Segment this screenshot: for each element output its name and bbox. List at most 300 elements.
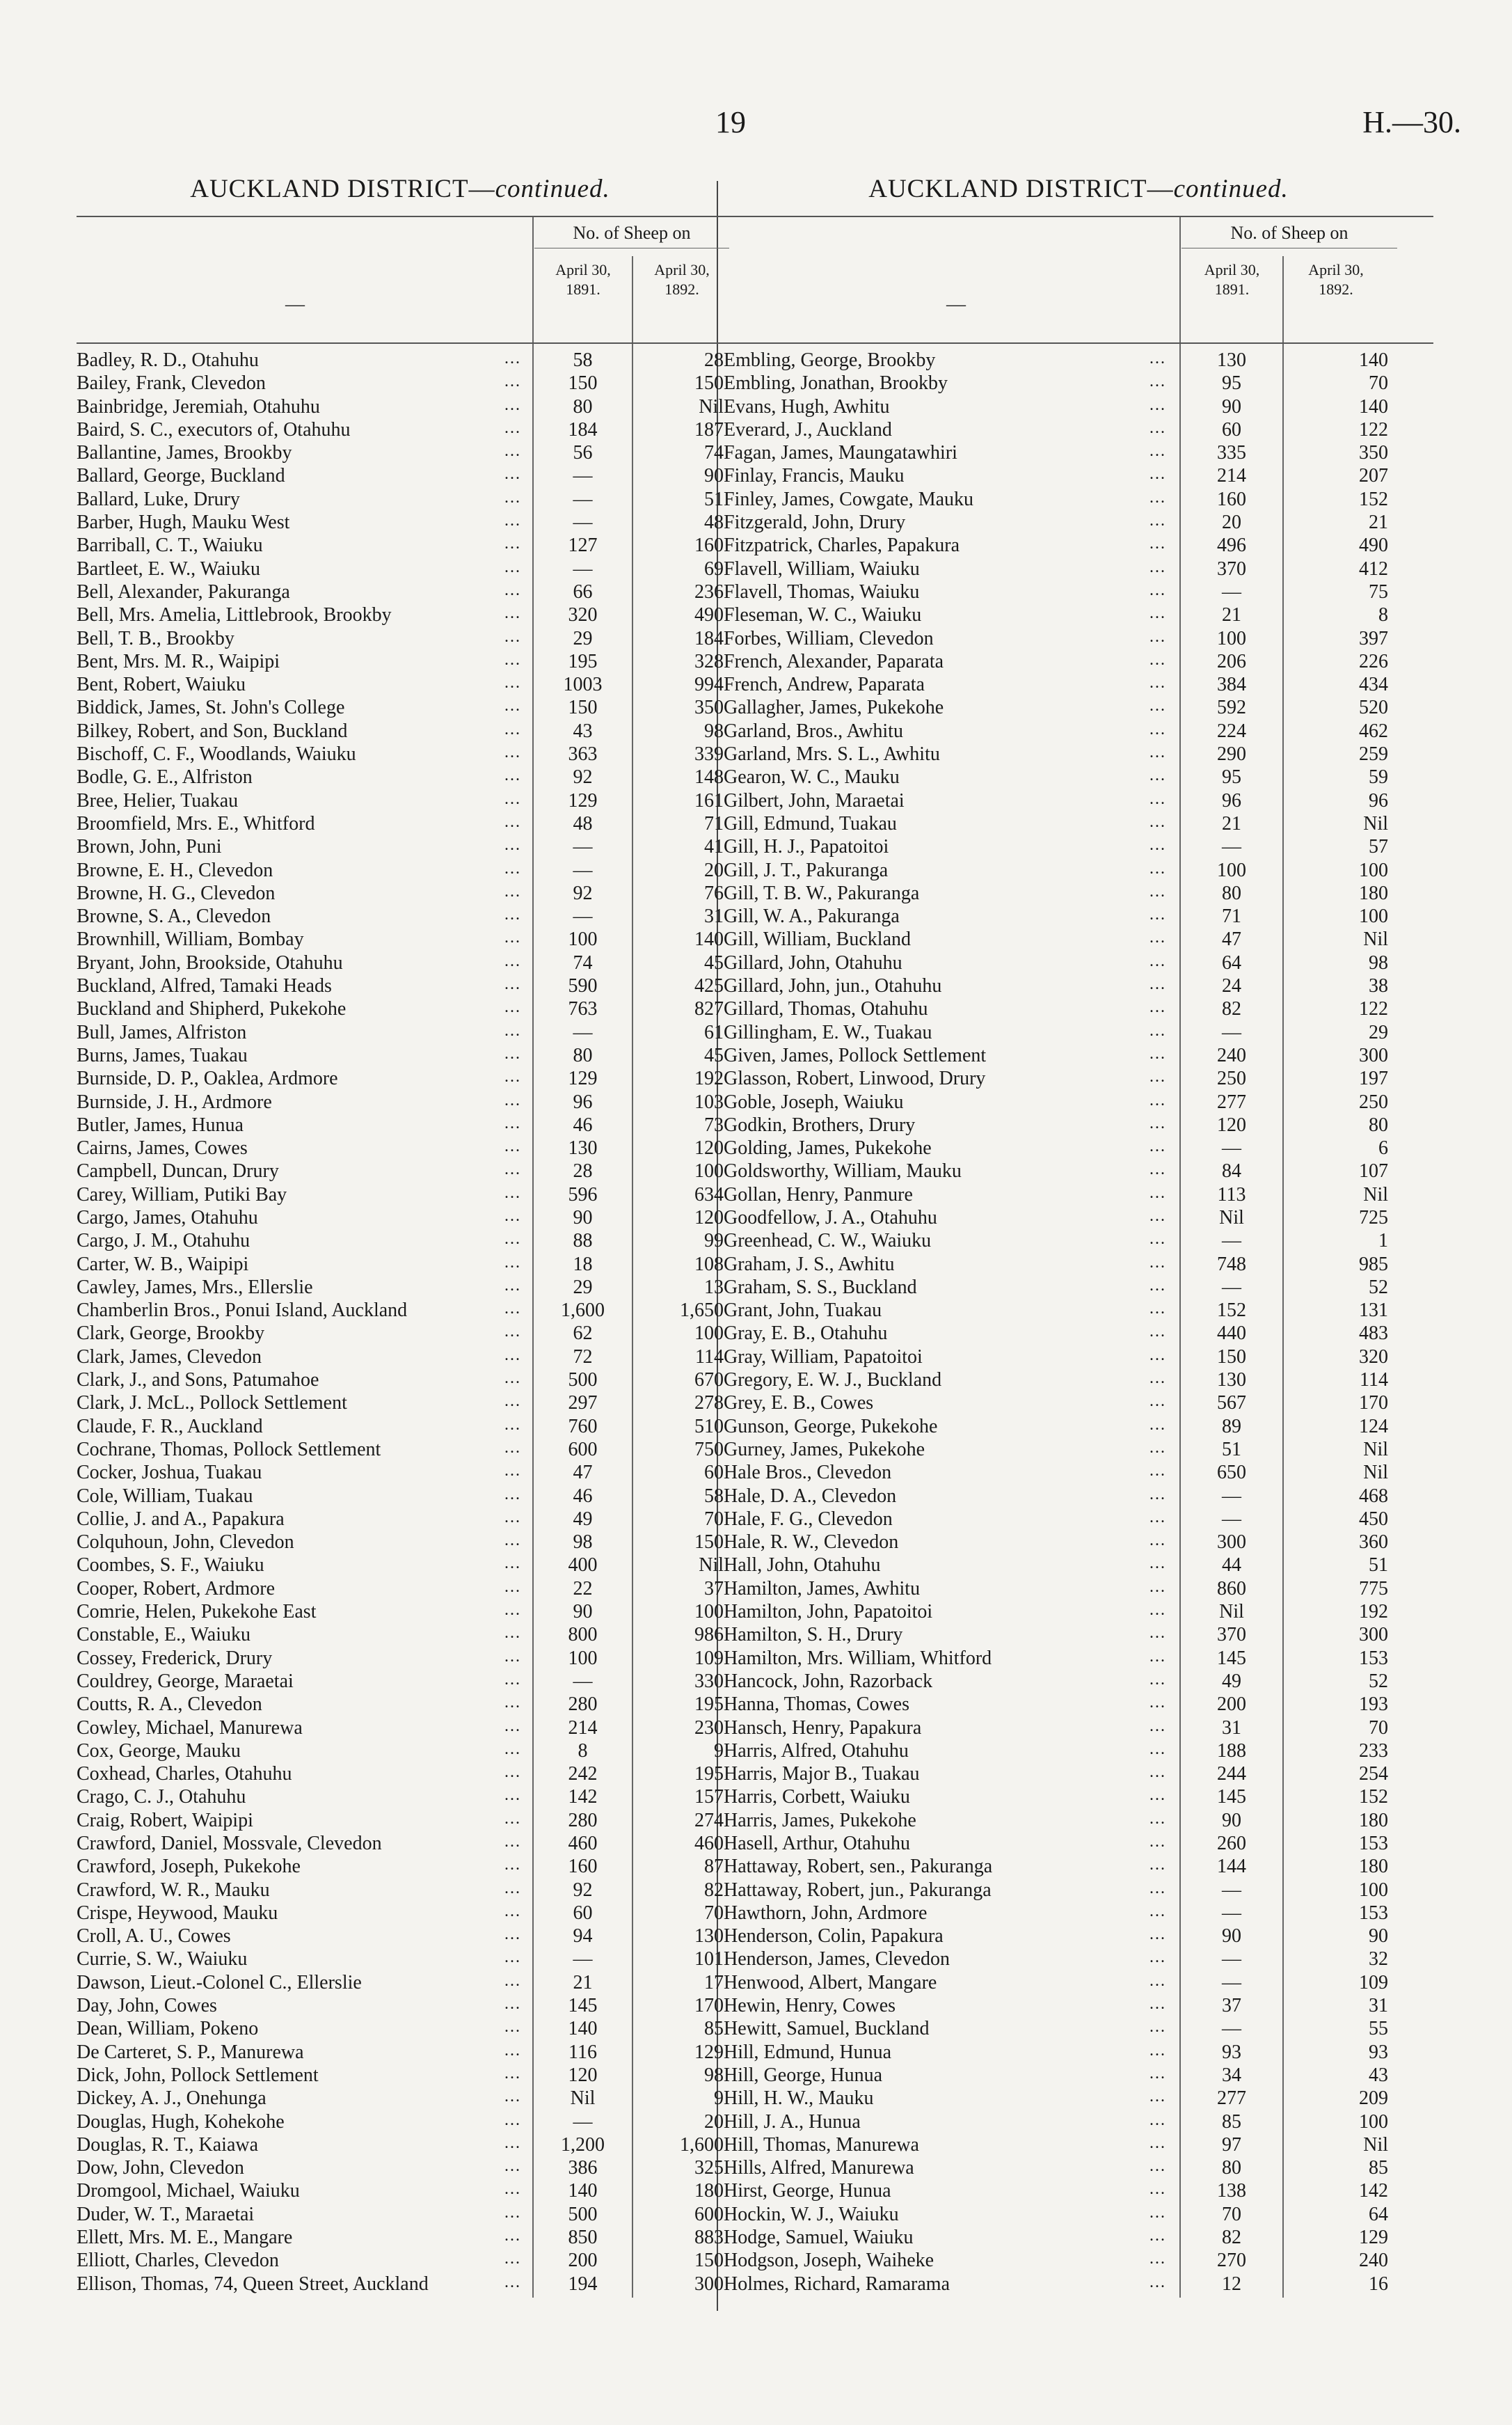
leader-dots: ... [1149, 1230, 1166, 1249]
table-row [77, 1416, 724, 1439]
sheep-1892: 230 [694, 1716, 724, 1739]
leader-dots: ... [504, 1415, 521, 1434]
sheep-1892: 45 [704, 951, 724, 974]
owner-name: Crawford, W. R., Mauku [77, 1879, 270, 1901]
sheep-1891: 184 [568, 418, 598, 441]
table-row [724, 720, 1433, 743]
table-row [724, 1369, 1433, 1392]
sheep-1892: 233 [1359, 1739, 1388, 1762]
sheep-1891: 100 [1217, 859, 1246, 881]
leader-dots: ... [1149, 2041, 1166, 2060]
sheep-1891: 335 [1217, 442, 1246, 464]
owner-name: Bischoff, C. F., Woodlands, Waiuku [77, 743, 356, 766]
sheep-1891: 460 [568, 1833, 598, 1854]
sheep-1891: 850 [568, 2227, 598, 2249]
sheep-1892: 226 [1359, 650, 1388, 672]
sheep-1891: — [573, 1948, 593, 1970]
sheep-1892: 259 [1359, 743, 1388, 766]
sheep-1891: 31 [1222, 1716, 1241, 1739]
table-row [724, 1995, 1433, 2018]
table-row [77, 906, 724, 929]
owner-name: Golding, James, Pukekohe [724, 1137, 932, 1160]
sheep-1891: 242 [568, 1763, 598, 1785]
owner-name: Hale, R. W., Clevedon [724, 1531, 899, 1554]
sheep-1891: 760 [568, 1415, 598, 1437]
owner-name: French, Alexander, Paparata [724, 650, 944, 672]
leader-dots: ... [504, 1462, 521, 1480]
owner-name: Hamilton, John, Papatoitoi [724, 1601, 933, 1623]
owner-name: Garland, Mrs. S. L., Awhitu [724, 743, 940, 766]
leader-dots: ... [1149, 1624, 1166, 1643]
sheep-1891: 140 [568, 2180, 598, 2202]
leader-dots: ... [504, 1392, 521, 1411]
table-row [77, 1322, 724, 1345]
table-row [724, 535, 1433, 558]
owner-name: Hattaway, Robert, jun., Pakuranga [724, 1879, 992, 1901]
sheep-1892: 207 [1359, 465, 1388, 487]
table-row [724, 1948, 1433, 1971]
table-row [77, 952, 724, 975]
sheep-1891: — [1222, 2018, 1241, 2040]
leader-dots: ... [504, 2041, 521, 2060]
sheep-1892: 634 [694, 1183, 724, 1206]
owner-name: Fagan, James, Maungatawhiri [724, 442, 957, 464]
table-row [77, 1485, 724, 1508]
owner-name: Flavell, Thomas, Waiuku [724, 580, 920, 603]
sheep-1891: 224 [1217, 720, 1246, 742]
sheep-1891: 49 [573, 1508, 593, 1530]
sheep-1892: 490 [1359, 535, 1388, 557]
left-column [77, 174, 724, 2296]
sheep-1892: 73 [704, 1114, 724, 1136]
sheep-1892: 103 [694, 1091, 724, 1113]
table-row [724, 1601, 1433, 1624]
leader-dots: ... [504, 580, 521, 599]
owner-name: Hamilton, S. H., Drury [724, 1624, 903, 1646]
sheep-1892: 157 [694, 1786, 724, 1808]
sheep-1892: 16 [1369, 2273, 1388, 2295]
owner-name: Chamberlin Bros., Ponui Island, Auckland [77, 1300, 408, 1322]
sheep-1892: 274 [694, 1809, 724, 1831]
leader-dots: ... [1149, 1902, 1166, 1920]
owner-name: Bailey, Frank, Clevedon [77, 372, 266, 395]
sheep-1891: — [573, 2110, 593, 2133]
owner-name: Clark, J., and Sons, Patumahoe [77, 1369, 319, 1391]
right-column [724, 174, 1433, 2296]
owner-name: Harris, James, Pukekohe [724, 1809, 916, 1831]
sheep-1892: 109 [1359, 1971, 1388, 1993]
leader-dots: ... [504, 1091, 521, 1109]
sheep-1892: 13 [704, 1276, 724, 1298]
leader-dots: ... [1149, 1462, 1166, 1480]
table-row [724, 1879, 1433, 1902]
sheep-1891: 650 [1217, 1462, 1246, 1484]
sheep-1891: 140 [568, 2018, 598, 2040]
sheep-1892: 98 [704, 2064, 724, 2086]
sheep-1892: 490 [694, 604, 724, 626]
sheep-1892: 59 [1369, 766, 1388, 789]
owner-name: Gray, William, Papatoitoi [724, 1345, 923, 1368]
sheep-1891: 95 [1222, 372, 1241, 395]
table-row [77, 628, 724, 651]
owner-name: Fitzpatrick, Charles, Papakura [724, 535, 960, 557]
leader-dots: ... [504, 1995, 521, 2014]
owner-name: Buckland and Shipherd, Pukekohe [77, 998, 347, 1020]
leader-dots: ... [504, 2157, 521, 2176]
sheep-1891: — [1222, 1879, 1241, 1901]
sheep-1891: 82 [1222, 2227, 1241, 2249]
table-row [724, 2273, 1433, 2296]
owner-name: Burnside, J. H., Ardmore [77, 1091, 272, 1113]
leader-dots: ... [1149, 349, 1166, 368]
sheep-1891: 145 [568, 1995, 598, 2017]
sheep-1891: 34 [1222, 2064, 1241, 2086]
table-row [77, 1068, 724, 1091]
sheep-1892: 129 [694, 2041, 724, 2063]
sheep-1892: 192 [694, 1068, 724, 1090]
owner-name: Hansch, Henry, Papakura [724, 1716, 922, 1739]
owner-name: Bartleet, E. W., Waiuku [77, 558, 260, 580]
sheep-1891: Nil [570, 2087, 596, 2110]
sheep-1891: Nil [1219, 1601, 1244, 1623]
owner-name: Colquhoun, John, Clevedon [77, 1531, 294, 1554]
sheep-1891: 400 [568, 1554, 598, 1577]
table-row [724, 1416, 1433, 1439]
sheep-1891: 290 [1217, 743, 1246, 766]
sheep-1891: 130 [568, 1137, 598, 1160]
table-row [724, 1184, 1433, 1207]
sheep-1891: 194 [568, 2273, 598, 2295]
sheep-1892: 150 [694, 372, 724, 395]
table-row [724, 1740, 1433, 1763]
leader-dots: ... [1149, 882, 1166, 901]
owner-name: Crawford, Joseph, Pukekohe [77, 1856, 301, 1878]
leader-dots: ... [1149, 2133, 1166, 2152]
leader-dots: ... [504, 1879, 521, 1897]
leader-dots: ... [504, 1601, 521, 1620]
owner-name: Douglas, R. T., Kaiawa [77, 2133, 259, 2156]
leader-dots: ... [1149, 1647, 1166, 1666]
leader-dots: ... [504, 1114, 521, 1132]
owner-name: Goble, Joseph, Waiuku [724, 1091, 904, 1113]
table-row [77, 790, 724, 813]
owner-name: Gregory, E. W. J., Buckland [724, 1369, 942, 1391]
sheep-1891: 90 [1222, 395, 1241, 418]
sheep-1892: 195 [694, 1693, 724, 1716]
table-row [77, 2157, 724, 2180]
sheep-1891: 1003 [563, 674, 603, 696]
leader-dots: ... [504, 1183, 521, 1202]
sheep-1892: 96 [1369, 789, 1388, 812]
owner-name: Bent, Mrs. M. R., Waipipi [77, 650, 280, 672]
sheep-1891: 590 [568, 975, 598, 997]
sheep-group-header: No. of Sheep on [1181, 223, 1397, 248]
district-title-left: AUCKLAND DISTRICT—continued. [190, 175, 610, 203]
owner-name: Grey, E. B., Cowes [724, 1392, 874, 1414]
sheep-1892: 360 [1359, 1531, 1388, 1554]
table-row [724, 1670, 1433, 1693]
sheep-1892: 670 [694, 1369, 724, 1391]
owner-name: Henderson, Colin, Papakura [724, 1925, 944, 1948]
sheep-1891: — [573, 836, 593, 858]
sheep-1892: 87 [704, 1856, 724, 1878]
leader-dots: ... [504, 2110, 521, 2129]
leader-dots: ... [1149, 812, 1166, 831]
owner-name: Cole, William, Tuakau [77, 1485, 253, 1507]
leader-dots: ... [504, 720, 521, 738]
table-row [724, 1300, 1433, 1322]
sheep-1892: 170 [1359, 1392, 1388, 1414]
leader-dots: ... [504, 1021, 521, 1040]
leader-dots: ... [504, 674, 521, 693]
table-row [77, 2273, 724, 2296]
owner-name: Hewitt, Samuel, Buckland [724, 2018, 930, 2040]
owner-name: Gill, T. B. W., Pakuranga [724, 882, 920, 904]
table-row [77, 1554, 724, 1577]
owner-name: Dickey, A. J., Onehunga [77, 2087, 266, 2110]
owner-name: Holmes, Richard, Ramarama [724, 2273, 950, 2295]
table-row [724, 2180, 1433, 2203]
sheep-1891: 46 [573, 1114, 593, 1136]
table-row [724, 2134, 1433, 2157]
owner-name: Crago, C. J., Otahuhu [77, 1786, 246, 1808]
sheep-1891: 96 [1222, 789, 1241, 812]
owner-name: Hill, Edmund, Hunua [724, 2041, 892, 2063]
sheep-1892: 85 [704, 2018, 724, 2040]
sheep-1892: 193 [1359, 1693, 1388, 1716]
table-row [77, 396, 724, 419]
owner-name: Bainbridge, Jeremiah, Otahuhu [77, 395, 320, 418]
sheep-1892: 140 [1359, 395, 1388, 418]
owner-name: Claude, F. R., Auckland [77, 1415, 263, 1437]
sheep-1891: — [1222, 1276, 1241, 1298]
sheep-1891: 98 [573, 1531, 593, 1554]
table-row [77, 1045, 724, 1068]
leader-dots: ... [1149, 558, 1166, 576]
sheep-1892: 31 [704, 906, 724, 928]
owner-name: Gallagher, James, Pukekohe [724, 697, 944, 719]
col-1892-header: April 30, 1892. [654, 261, 710, 298]
owner-name: Graham, S. S., Buckland [724, 1276, 917, 1298]
sheep-1891: 1,200 [561, 2133, 605, 2156]
sheep-1892: 180 [1359, 1809, 1388, 1831]
sheep-1891: 277 [1217, 2087, 1246, 2110]
sheep-1892: 985 [1359, 1253, 1388, 1275]
table-row [724, 489, 1433, 512]
owner-name: Broomfield, Mrs. E., Whitford [77, 812, 315, 835]
owner-name: Cairns, James, Cowes [77, 1137, 248, 1160]
owner-name: De Carteret, S. P., Manurewa [77, 2041, 304, 2063]
sheep-1891: 28 [573, 1160, 593, 1183]
sheep-1892: 161 [694, 789, 724, 812]
sheep-1891: 90 [1222, 1809, 1241, 1831]
sheep-1891: 260 [1217, 1833, 1246, 1854]
sheep-1891: — [573, 512, 593, 534]
owner-name: Gillard, John, jun., Otahuhu [724, 975, 942, 997]
leader-dots: ... [1149, 1948, 1166, 1967]
sheep-1892: 192 [1359, 1601, 1388, 1623]
table-row [724, 1810, 1433, 1833]
leader-dots: ... [1149, 2203, 1166, 2222]
sheep-1891: 120 [1217, 1114, 1246, 1136]
table-header-left [77, 216, 724, 344]
owner-name: Hodge, Samuel, Waiuku [724, 2227, 914, 2249]
owner-name: Douglas, Hugh, Kohekohe [77, 2110, 285, 2133]
sheep-1892: 140 [694, 929, 724, 951]
owner-name: Coxhead, Charles, Otahuhu [77, 1763, 292, 1785]
sheep-1891: 51 [1222, 1438, 1241, 1460]
sheep-1892: 41 [704, 836, 724, 858]
sheep-1891: 195 [568, 650, 598, 672]
leader-dots: ... [504, 1647, 521, 1666]
owner-name: Currie, S. W., Waiuku [77, 1948, 248, 1970]
sheep-1892: 20 [704, 859, 724, 881]
sheep-1892: 109 [694, 1647, 724, 1669]
table-row [77, 2018, 724, 2041]
sheep-1892: Nil [1363, 2133, 1388, 2156]
owner-name: Garland, Bros., Awhitu [724, 720, 903, 742]
table-row [77, 1300, 724, 1322]
owner-name: Campbell, Duncan, Drury [77, 1160, 279, 1183]
table-row [724, 860, 1433, 883]
sheep-1892: 150 [694, 1531, 724, 1554]
leader-dots: ... [504, 604, 521, 623]
leader-dots: ... [1149, 1693, 1166, 1712]
leader-dots: ... [504, 1068, 521, 1087]
leader-dots: ... [1149, 2064, 1166, 2083]
table-row [724, 1624, 1433, 1647]
owner-name: Cooper, Robert, Ardmore [77, 1577, 276, 1599]
owner-name: Coombes, S. F., Waiuku [77, 1554, 264, 1577]
sheep-1892: 100 [1359, 859, 1388, 881]
owner-name: Burnside, D. P., Oaklea, Ardmore [77, 1068, 338, 1090]
sheep-1892: 180 [1359, 1856, 1388, 1878]
owner-name: Hasell, Arthur, Otahuhu [724, 1833, 910, 1854]
table-row [77, 2064, 724, 2087]
leader-dots: ... [1149, 1438, 1166, 1457]
leader-dots: ... [504, 488, 521, 507]
sheep-1892: 64 [1369, 2203, 1388, 2225]
table-row [724, 1022, 1433, 1045]
leader-dots: ... [1149, 604, 1166, 623]
sheep-1891: 214 [1217, 465, 1246, 487]
leader-dots: ... [504, 2227, 521, 2245]
table-row [77, 1508, 724, 1531]
table-row [724, 836, 1433, 859]
col-1891-header: April 30, 1891. [555, 261, 611, 298]
sheep-1891: 130 [1217, 349, 1246, 371]
sheep-1891: 129 [568, 1068, 598, 1090]
leader-dots: ... [1149, 2018, 1166, 2037]
sheep-1891: 567 [1217, 1392, 1246, 1414]
owner-name: French, Andrew, Paparata [724, 674, 925, 696]
leader-dots: ... [1149, 1114, 1166, 1132]
owner-name: Gurney, James, Pukekohe [724, 1438, 925, 1460]
leader-dots: ... [504, 1369, 521, 1388]
owner-name: Cocker, Joshua, Tuakau [77, 1462, 262, 1484]
table-row [77, 1277, 724, 1300]
sheep-1891: 92 [573, 766, 593, 789]
leader-dots: ... [1149, 1345, 1166, 1364]
leader-dots: ... [1149, 2110, 1166, 2129]
sheep-1891: 56 [573, 442, 593, 464]
sheep-1891: 12 [1222, 2273, 1241, 2295]
sheep-1892: 71 [704, 812, 724, 835]
table-row [77, 1740, 724, 1763]
sheep-1892: 140 [1359, 349, 1388, 371]
owner-name: Hamilton, Mrs. William, Whitford [724, 1647, 992, 1669]
table-row [724, 604, 1433, 627]
sheep-1892: 197 [1359, 1068, 1388, 1090]
owner-name: Bryant, John, Brookside, Otahuhu [77, 951, 343, 974]
leader-dots: ... [1149, 1925, 1166, 1944]
table-row [77, 1091, 724, 1114]
leader-dots: ... [504, 1577, 521, 1596]
owner-name: Everard, J., Auckland [724, 418, 892, 441]
leader-dots: ... [1149, 743, 1166, 762]
table-row [724, 465, 1433, 488]
col-1891-header: April 30, 1891. [1204, 261, 1260, 298]
sheep-1891: 145 [1217, 1647, 1246, 1669]
leader-dots: ... [1149, 1044, 1166, 1063]
owner-name: Hills, Alfred, Manurewa [724, 2157, 914, 2179]
table-row [724, 2250, 1433, 2273]
sheep-1892: 120 [694, 1137, 724, 1160]
table-row [724, 1091, 1433, 1114]
sheep-1892: 750 [694, 1438, 724, 1460]
sheep-1892: 468 [1359, 1485, 1388, 1507]
sheep-1891: 89 [1222, 1415, 1241, 1437]
sheep-1892: 38 [1369, 975, 1388, 997]
table-row [724, 2064, 1433, 2087]
leader-dots: ... [504, 929, 521, 947]
owner-name: Dean, William, Pokeno [77, 2018, 259, 2040]
table-row [724, 1230, 1433, 1253]
leader-dots: ... [1149, 1091, 1166, 1109]
table-row [724, 1160, 1433, 1183]
leader-dots: ... [504, 1508, 521, 1526]
table-row [77, 813, 724, 836]
sheep-1891: 21 [573, 1971, 593, 1993]
sheep-1892: 350 [1359, 442, 1388, 464]
table-row [724, 766, 1433, 789]
sheep-1892: 153 [1359, 1647, 1388, 1669]
owner-name: Grant, John, Tuakau [724, 1300, 882, 1322]
sheep-1891: 84 [1222, 1160, 1241, 1183]
owner-name: Baird, S. C., executors of, Otahuhu [77, 418, 351, 441]
leader-dots: ... [1149, 1508, 1166, 1526]
sheep-1892: 98 [1369, 951, 1388, 974]
owner-name: Gill, William, Buckland [724, 929, 911, 951]
leader-dots: ... [1149, 580, 1166, 599]
sheep-1891: 88 [573, 1230, 593, 1252]
sheep-1891: 250 [1217, 1068, 1246, 1090]
sheep-1892: 55 [1369, 2018, 1388, 2040]
sheep-1892: 300 [1359, 1044, 1388, 1066]
owner-name: Clark, George, Brookby [77, 1322, 265, 1345]
leader-dots: ... [504, 1160, 521, 1179]
leader-dots: ... [504, 1763, 521, 1782]
sheep-1892: 100 [1359, 1879, 1388, 1901]
owner-name: Crispe, Heywood, Mauku [77, 1902, 278, 1924]
owner-name: Barber, Hugh, Mauku West [77, 512, 290, 534]
sheep-1891: 100 [568, 1647, 598, 1669]
sheep-1892: Nil [699, 1554, 724, 1577]
leader-dots: ... [504, 395, 521, 414]
sheep-1891: 384 [1217, 674, 1246, 696]
sheep-1891: 22 [573, 1577, 593, 1599]
sheep-1892: 195 [694, 1763, 724, 1785]
